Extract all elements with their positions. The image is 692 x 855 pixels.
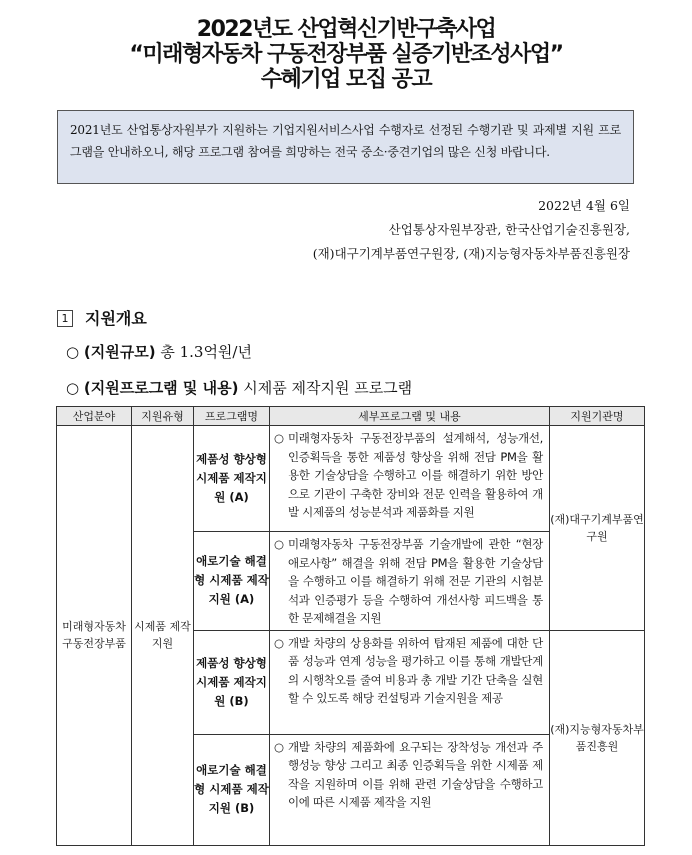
detail-cell: ○ 미래형자동차 구동전장부품의 설계해석, 성능개선, 인증획득을 통한 제품성 향상을 위해 전담 PM을 활용한 기술상담을 수행하고 이를 해결하기 위한 방안으로 기관이 구축한 장비와 전문 인력을 활용하여 개발 시제품의 성능분석과 제품화를 지원 — [270, 426, 550, 532]
industry-cell: 미래형자동차 구동전장부품 — [57, 426, 132, 846]
program-name-cell: 제품성 향상형 시제품 제작지원 (A) — [194, 426, 270, 532]
intro-box: 2021년도 산업통상자원부가 지원하는 기업지원서비스사업 수행자로 선정된 수행기관 및 과제별 지원 프로그램을 안내하오니, 해당 프로그램 참여를 희망하는 전국 중소·중견기업의 많은 신청 바랍니다. — [57, 110, 634, 184]
header-detail: 세부프로그램 및 내용 — [270, 407, 550, 426]
bullet-mark: ○ — [66, 379, 80, 397]
program-name-cell: 애로기술 해결형 시제품 제작지원 (A) — [194, 532, 270, 631]
header-industry: 산업분야 — [57, 407, 132, 426]
section-number: 1 — [57, 310, 73, 327]
issuers-line-1: 산업통상자원부장관, 한국산업기술진흥원장, — [388, 222, 630, 237]
header-agency: 지원기관명 — [550, 407, 645, 426]
bullet-support-program — [66, 377, 412, 398]
bullet-value: 시제품 제작지원 프로그램 — [243, 379, 413, 397]
bullet-label: (지원프로그램 및 내용) — [83, 379, 239, 397]
title-line-3: 수혜기업 모집 공고 — [260, 67, 432, 92]
bullet-mark: ○ — [66, 343, 80, 361]
title-line-2: “미래형자동차 구동전장부품 실증기반조성사업” — [129, 42, 563, 67]
program-name-cell: 애로기술 해결형 시제품 제작지원 (B) — [194, 734, 270, 845]
program-table — [56, 406, 645, 846]
section-title: 지원개요 — [85, 309, 147, 328]
program-name-cell: 제품성 향상형 시제품 제작지원 (B) — [194, 630, 270, 734]
agency-cell: (재)대구기계부품연구원 — [550, 426, 645, 631]
section-heading — [57, 306, 147, 329]
announcement-date: 2022년 4월 6일 — [538, 198, 630, 213]
detail-cell: ○ 개발 차량의 상용화를 위하여 탑재된 제품에 대한 단품 성능과 연계 성능을 평가하고 이를 통해 개발단계의 시행착오를 줄여 비용과 총 개발 기간 단축을 실현할 수 있도록 해당 컨설팅과 기술지원을 제공 — [270, 630, 550, 734]
bullet-value: 총 1.3억원/년 — [160, 343, 252, 361]
issuers-line-2: (재)대구기계부품연구원장, (재)지능형자동차부품진흥원장 — [312, 246, 630, 261]
agency-cell: (재)지능형자동차부품진흥원 — [550, 630, 645, 845]
title-line-1: 2022년도 산업혁신기반구축사업 — [196, 17, 496, 42]
bullet-support-scale — [66, 341, 252, 362]
bullet-label: (지원규모) — [83, 343, 156, 361]
support-type-cell: 시제품 제작지원 — [132, 426, 194, 846]
detail-cell: ○ 미래형자동차 구동전장부품 기술개발에 관한 “현장 애로사항” 해결을 위해 전담 PM을 활용한 기술상담을 수행하고 이를 해결하기 위해 전문 기관의 시험분석과 인증평가 등을 수행하여 개선사항 피드백을 통한 문제해결을 지원 — [270, 532, 550, 631]
table-row — [57, 426, 645, 532]
detail-cell: ○ 개발 차량의 제품화에 요구되는 장착성능 개선과 주행성능 향상 그리고 최종 인증획득을 위한 시제품 제작을 지원하며 이를 위해 관련 기술상담을 수행하고 이에 따른 시제품 제작을 지원 — [270, 734, 550, 845]
table-header-row — [57, 407, 645, 426]
header-program-name: 프로그램명 — [194, 407, 270, 426]
header-support-type: 지원유형 — [132, 407, 194, 426]
